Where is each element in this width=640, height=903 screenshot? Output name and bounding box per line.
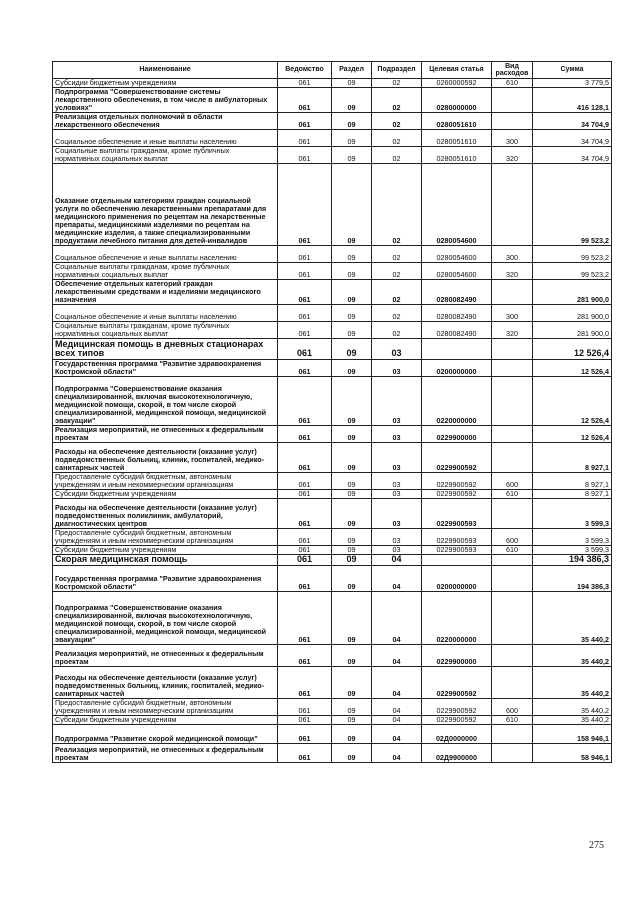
cell-exp-type: 610 bbox=[492, 716, 533, 725]
cell-dept: 061 bbox=[278, 164, 332, 246]
cell-dept: 061 bbox=[278, 377, 332, 426]
cell-exp-type: 300 bbox=[492, 305, 533, 322]
table-row bbox=[53, 499, 612, 529]
cell-exp-type bbox=[492, 377, 533, 426]
cell-sum: 35 440,2 bbox=[533, 667, 612, 699]
cell-subsection: 02 bbox=[372, 322, 422, 339]
cell-sum: 194 386,3 bbox=[533, 555, 612, 566]
cell-subsection: 04 bbox=[372, 699, 422, 716]
cell-section: 09 bbox=[332, 744, 372, 763]
cell-exp-type: 320 bbox=[492, 147, 533, 164]
table-row bbox=[53, 546, 612, 555]
cell-target: 0260000592 bbox=[422, 79, 492, 88]
cell-section: 09 bbox=[332, 147, 372, 164]
cell-sum: 12 526,4 bbox=[533, 426, 612, 443]
table-row bbox=[53, 667, 612, 699]
cell-section: 09 bbox=[332, 130, 372, 147]
cell-section: 09 bbox=[332, 88, 372, 113]
table-row bbox=[53, 339, 612, 360]
cell-dept: 061 bbox=[278, 725, 332, 744]
cell-dept: 061 bbox=[278, 113, 332, 130]
table-row bbox=[53, 280, 612, 305]
cell-name: Подпрограмма "Совершенствование оказания специализированной, включая высокотехнологичную, медицинской помощи, скорой, в том числе скорой специализированной, медицинской помощи, медицинской эвакуации" bbox=[53, 377, 278, 426]
cell-name: Реализация мероприятий, не отнесенных к федеральным проектам bbox=[53, 426, 278, 443]
cell-sum: 3 599,3 bbox=[533, 499, 612, 529]
cell-exp-type bbox=[492, 339, 533, 360]
cell-subsection: 04 bbox=[372, 592, 422, 645]
cell-name: Реализация мероприятий, не отнесенных к федеральным проектам bbox=[53, 744, 278, 763]
cell-section: 09 bbox=[332, 377, 372, 426]
cell-section: 09 bbox=[332, 716, 372, 725]
cell-subsection: 03 bbox=[372, 529, 422, 546]
cell-section: 09 bbox=[332, 473, 372, 490]
cell-dept: 061 bbox=[278, 699, 332, 716]
cell-sum: 12 526,4 bbox=[533, 377, 612, 426]
cell-name: Социальное обеспечение и иные выплаты населению bbox=[53, 305, 278, 322]
header-dept: Ведомство bbox=[278, 62, 332, 79]
cell-dept: 061 bbox=[278, 280, 332, 305]
cell-subsection: 04 bbox=[372, 555, 422, 566]
cell-target: 0280051610 bbox=[422, 113, 492, 130]
table-row bbox=[53, 443, 612, 473]
cell-name: Государственная программа "Развитие здравоохранения Костромской области" bbox=[53, 566, 278, 592]
cell-section: 09 bbox=[332, 360, 372, 377]
table-row bbox=[53, 88, 612, 113]
cell-exp-type: 600 bbox=[492, 529, 533, 546]
cell-section: 09 bbox=[332, 725, 372, 744]
cell-dept: 061 bbox=[278, 529, 332, 546]
cell-exp-type: 600 bbox=[492, 473, 533, 490]
cell-subsection: 02 bbox=[372, 305, 422, 322]
table-row bbox=[53, 566, 612, 592]
header-target: Целевая статья bbox=[422, 62, 492, 79]
cell-target: 0220000000 bbox=[422, 377, 492, 426]
cell-section: 09 bbox=[332, 443, 372, 473]
cell-dept: 061 bbox=[278, 555, 332, 566]
cell-exp-type: 610 bbox=[492, 490, 533, 499]
cell-sum: 34 704,9 bbox=[533, 113, 612, 130]
cell-subsection: 04 bbox=[372, 725, 422, 744]
cell-subsection: 03 bbox=[372, 426, 422, 443]
cell-name: Предоставление субсидий бюджетным, автономным учреждениям и иным некоммерческим организациям bbox=[53, 473, 278, 490]
cell-dept: 061 bbox=[278, 263, 332, 280]
table-row bbox=[53, 377, 612, 426]
cell-subsection: 02 bbox=[372, 113, 422, 130]
cell-exp-type: 300 bbox=[492, 130, 533, 147]
cell-target: 0229900592 bbox=[422, 443, 492, 473]
cell-dept: 061 bbox=[278, 490, 332, 499]
cell-section: 09 bbox=[332, 79, 372, 88]
cell-sum: 12 526,4 bbox=[533, 339, 612, 360]
cell-name: Социальное обеспечение и иные выплаты населению bbox=[53, 246, 278, 263]
cell-dept: 061 bbox=[278, 147, 332, 164]
table-row bbox=[53, 130, 612, 147]
cell-sum: 194 386,3 bbox=[533, 566, 612, 592]
cell-name: Субсидии бюджетным учреждениям bbox=[53, 490, 278, 499]
cell-sum: 8 927,1 bbox=[533, 473, 612, 490]
cell-dept: 061 bbox=[278, 499, 332, 529]
cell-name: Расходы на обеспечение деятельности (оказание услуг) подведомственных больниц, клиник, госпиталей, медико-санитарных частей bbox=[53, 667, 278, 699]
cell-sum: 281 900,0 bbox=[533, 322, 612, 339]
cell-subsection: 03 bbox=[372, 546, 422, 555]
cell-sum: 35 440,2 bbox=[533, 716, 612, 725]
cell-dept: 061 bbox=[278, 339, 332, 360]
cell-dept: 061 bbox=[278, 322, 332, 339]
table-row bbox=[53, 360, 612, 377]
cell-exp-type bbox=[492, 667, 533, 699]
cell-dept: 061 bbox=[278, 360, 332, 377]
cell-target: 0229900592 bbox=[422, 716, 492, 725]
cell-dept: 061 bbox=[278, 443, 332, 473]
cell-name: Субсидии бюджетным учреждениям bbox=[53, 716, 278, 725]
cell-subsection: 03 bbox=[372, 443, 422, 473]
cell-target: 0229900592 bbox=[422, 699, 492, 716]
cell-subsection: 03 bbox=[372, 377, 422, 426]
cell-target: 0280054600 bbox=[422, 263, 492, 280]
table-row bbox=[53, 322, 612, 339]
cell-sum: 58 946,1 bbox=[533, 744, 612, 763]
cell-section: 09 bbox=[332, 490, 372, 499]
cell-dept: 061 bbox=[278, 744, 332, 763]
header-exp-type: Вид расходов bbox=[492, 62, 533, 79]
cell-subsection: 04 bbox=[372, 744, 422, 763]
cell-name: Оказание отдельным категориям граждан социальной услуги по обеспечению лекарственными препаратами для медицинского применения по рецептам на лекарственные препараты, медицинскими изделиями по рецептам на медицинские изделия, а также специализированными продуктами лечебного питания для детей-инвалидов bbox=[53, 164, 278, 246]
cell-subsection: 04 bbox=[372, 645, 422, 667]
cell-section: 09 bbox=[332, 246, 372, 263]
cell-name: Социальные выплаты гражданам, кроме публичных нормативных социальных выплат bbox=[53, 147, 278, 164]
table-row bbox=[53, 699, 612, 716]
cell-target: 0229900593 bbox=[422, 499, 492, 529]
cell-dept: 061 bbox=[278, 426, 332, 443]
cell-exp-type bbox=[492, 164, 533, 246]
cell-name: Расходы на обеспечение деятельности (оказание услуг) подведомственных больниц, клиник, госпиталей, медико-санитарных частей bbox=[53, 443, 278, 473]
table-row bbox=[53, 645, 612, 667]
cell-section: 09 bbox=[332, 645, 372, 667]
cell-target: 0280082490 bbox=[422, 280, 492, 305]
cell-exp-type bbox=[492, 360, 533, 377]
cell-exp-type bbox=[492, 113, 533, 130]
cell-section: 09 bbox=[332, 667, 372, 699]
cell-sum: 3 599,3 bbox=[533, 546, 612, 555]
cell-target bbox=[422, 555, 492, 566]
cell-section: 09 bbox=[332, 280, 372, 305]
cell-name: Социальные выплаты гражданам, кроме публичных нормативных социальных выплат bbox=[53, 263, 278, 280]
header-sum: Сумма bbox=[533, 62, 612, 79]
cell-sum: 8 927,1 bbox=[533, 443, 612, 473]
table-row bbox=[53, 113, 612, 130]
cell-exp-type bbox=[492, 426, 533, 443]
cell-sum: 99 523,2 bbox=[533, 164, 612, 246]
cell-target: 0229900592 bbox=[422, 473, 492, 490]
cell-target bbox=[422, 339, 492, 360]
cell-dept: 061 bbox=[278, 79, 332, 88]
cell-exp-type: 610 bbox=[492, 546, 533, 555]
cell-subsection: 02 bbox=[372, 79, 422, 88]
cell-section: 09 bbox=[332, 566, 372, 592]
table-row bbox=[53, 164, 612, 246]
cell-sum: 3 599,3 bbox=[533, 529, 612, 546]
cell-dept: 061 bbox=[278, 645, 332, 667]
cell-name: Предоставление субсидий бюджетным, автономным учреждениям и иным некоммерческим организациям bbox=[53, 699, 278, 716]
cell-target: 0229900000 bbox=[422, 426, 492, 443]
cell-subsection: 02 bbox=[372, 280, 422, 305]
header-section: Раздел bbox=[332, 62, 372, 79]
cell-name: Скорая медицинская помощь bbox=[53, 555, 278, 566]
table-row bbox=[53, 592, 612, 645]
cell-section: 09 bbox=[332, 322, 372, 339]
cell-dept: 061 bbox=[278, 473, 332, 490]
cell-name: Подпрограмма "Развитие скорой медицинской помощи" bbox=[53, 725, 278, 744]
cell-exp-type bbox=[492, 443, 533, 473]
cell-subsection: 02 bbox=[372, 147, 422, 164]
cell-exp-type: 320 bbox=[492, 263, 533, 280]
cell-exp-type bbox=[492, 645, 533, 667]
cell-sum: 35 440,2 bbox=[533, 592, 612, 645]
cell-section: 09 bbox=[332, 339, 372, 360]
cell-target: 0229900593 bbox=[422, 529, 492, 546]
cell-name: Реализация отдельных полномочий в области лекарственного обеспечения bbox=[53, 113, 278, 130]
cell-section: 09 bbox=[332, 263, 372, 280]
cell-exp-type bbox=[492, 566, 533, 592]
cell-name: Расходы на обеспечение деятельности (оказание услуг) подведомственных поликлиник, амбулаторий, диагностических центров bbox=[53, 499, 278, 529]
header-subsection: Подраздел bbox=[372, 62, 422, 79]
table-row bbox=[53, 716, 612, 725]
cell-dept: 061 bbox=[278, 667, 332, 699]
cell-sum: 12 526,4 bbox=[533, 360, 612, 377]
cell-name: Обеспечение отдельных категорий граждан лекарственными средствами и изделиями медицинского назначения bbox=[53, 280, 278, 305]
cell-section: 09 bbox=[332, 699, 372, 716]
cell-sum: 281 900,0 bbox=[533, 280, 612, 305]
table-row bbox=[53, 473, 612, 490]
cell-exp-type bbox=[492, 499, 533, 529]
cell-name: Субсидии бюджетным учреждениям bbox=[53, 79, 278, 88]
table-row bbox=[53, 725, 612, 744]
cell-target: 0280051610 bbox=[422, 147, 492, 164]
cell-section: 09 bbox=[332, 546, 372, 555]
cell-name: Реализация мероприятий, не отнесенных к федеральным проектам bbox=[53, 645, 278, 667]
cell-subsection: 03 bbox=[372, 360, 422, 377]
cell-section: 09 bbox=[332, 305, 372, 322]
table-row bbox=[53, 555, 612, 566]
cell-target: 0280054600 bbox=[422, 164, 492, 246]
cell-subsection: 03 bbox=[372, 339, 422, 360]
header-name: Наименование bbox=[53, 62, 278, 79]
cell-name: Предоставление субсидий бюджетным, автономным учреждениям и иным некоммерческим организациям bbox=[53, 529, 278, 546]
cell-subsection: 03 bbox=[372, 490, 422, 499]
cell-target: 0229900593 bbox=[422, 546, 492, 555]
cell-subsection: 04 bbox=[372, 566, 422, 592]
cell-sum: 99 523,2 bbox=[533, 246, 612, 263]
cell-dept: 061 bbox=[278, 546, 332, 555]
cell-subsection: 04 bbox=[372, 667, 422, 699]
cell-target: 0200000000 bbox=[422, 566, 492, 592]
cell-target: 0229900000 bbox=[422, 645, 492, 667]
cell-sum: 99 523,2 bbox=[533, 263, 612, 280]
cell-dept: 061 bbox=[278, 88, 332, 113]
table-row bbox=[53, 246, 612, 263]
cell-dept: 061 bbox=[278, 246, 332, 263]
cell-target: 0229900592 bbox=[422, 667, 492, 699]
cell-sum: 34 704,9 bbox=[533, 147, 612, 164]
cell-subsection: 02 bbox=[372, 263, 422, 280]
cell-dept: 061 bbox=[278, 130, 332, 147]
cell-exp-type: 610 bbox=[492, 79, 533, 88]
cell-subsection: 02 bbox=[372, 164, 422, 246]
cell-subsection: 02 bbox=[372, 130, 422, 147]
cell-name: Медицинская помощь в дневных стационарах всех типов bbox=[53, 339, 278, 360]
cell-subsection: 03 bbox=[372, 499, 422, 529]
cell-sum: 158 946,1 bbox=[533, 725, 612, 744]
table-header-row bbox=[53, 62, 612, 79]
cell-exp-type bbox=[492, 592, 533, 645]
cell-exp-type bbox=[492, 555, 533, 566]
cell-target: 0280000000 bbox=[422, 88, 492, 113]
cell-name: Подпрограмма "Совершенствование оказания специализированной, включая высокотехнологичную, медицинской помощи, скорой, в том числе скорой специализированной, медицинской помощи, медицинской эвакуации" bbox=[53, 592, 278, 645]
cell-target: 02Д9900000 bbox=[422, 744, 492, 763]
cell-section: 09 bbox=[332, 164, 372, 246]
cell-subsection: 02 bbox=[372, 246, 422, 263]
cell-sum: 416 128,1 bbox=[533, 88, 612, 113]
cell-exp-type bbox=[492, 88, 533, 113]
cell-dept: 061 bbox=[278, 716, 332, 725]
cell-exp-type: 300 bbox=[492, 246, 533, 263]
cell-target: 0280054600 bbox=[422, 246, 492, 263]
cell-subsection: 02 bbox=[372, 88, 422, 113]
table-row bbox=[53, 79, 612, 88]
table-row bbox=[53, 529, 612, 546]
cell-exp-type bbox=[492, 744, 533, 763]
cell-target: 0280082490 bbox=[422, 305, 492, 322]
table-row bbox=[53, 426, 612, 443]
cell-section: 09 bbox=[332, 426, 372, 443]
table-row bbox=[53, 147, 612, 164]
table-row bbox=[53, 305, 612, 322]
cell-exp-type: 600 bbox=[492, 699, 533, 716]
cell-section: 09 bbox=[332, 113, 372, 130]
table-row bbox=[53, 490, 612, 499]
cell-name: Социальные выплаты гражданам, кроме публичных нормативных социальных выплат bbox=[53, 322, 278, 339]
cell-sum: 3 779,5 bbox=[533, 79, 612, 88]
cell-exp-type: 320 bbox=[492, 322, 533, 339]
cell-target: 0229900592 bbox=[422, 490, 492, 499]
cell-section: 09 bbox=[332, 499, 372, 529]
cell-name: Государственная программа "Развитие здравоохранения Костромской области" bbox=[53, 360, 278, 377]
cell-sum: 34 704,9 bbox=[533, 130, 612, 147]
cell-name: Социальное обеспечение и иные выплаты населению bbox=[53, 130, 278, 147]
cell-target: 0280082490 bbox=[422, 322, 492, 339]
budget-table bbox=[52, 61, 612, 763]
cell-sum: 35 440,2 bbox=[533, 699, 612, 716]
cell-exp-type bbox=[492, 725, 533, 744]
cell-dept: 061 bbox=[278, 592, 332, 645]
cell-exp-type bbox=[492, 280, 533, 305]
cell-dept: 061 bbox=[278, 566, 332, 592]
cell-subsection: 04 bbox=[372, 716, 422, 725]
cell-subsection: 03 bbox=[372, 473, 422, 490]
cell-target: 0280051610 bbox=[422, 130, 492, 147]
cell-sum: 281 900,0 bbox=[533, 305, 612, 322]
cell-target: 02Д0000000 bbox=[422, 725, 492, 744]
table-row bbox=[53, 744, 612, 763]
cell-target: 0220000000 bbox=[422, 592, 492, 645]
table-body bbox=[53, 79, 612, 763]
cell-name: Субсидии бюджетным учреждениям bbox=[53, 546, 278, 555]
cell-section: 09 bbox=[332, 555, 372, 566]
cell-section: 09 bbox=[332, 592, 372, 645]
cell-sum: 35 440,2 bbox=[533, 645, 612, 667]
cell-target: 0200000000 bbox=[422, 360, 492, 377]
cell-name: Подпрограмма "Совершенствование системы лекарственного обеспечения, в том числе в амбулаторных условиях" bbox=[53, 88, 278, 113]
cell-dept: 061 bbox=[278, 305, 332, 322]
cell-section: 09 bbox=[332, 529, 372, 546]
cell-sum: 8 927,1 bbox=[533, 490, 612, 499]
page-number: 275 bbox=[589, 840, 604, 851]
table-row bbox=[53, 263, 612, 280]
